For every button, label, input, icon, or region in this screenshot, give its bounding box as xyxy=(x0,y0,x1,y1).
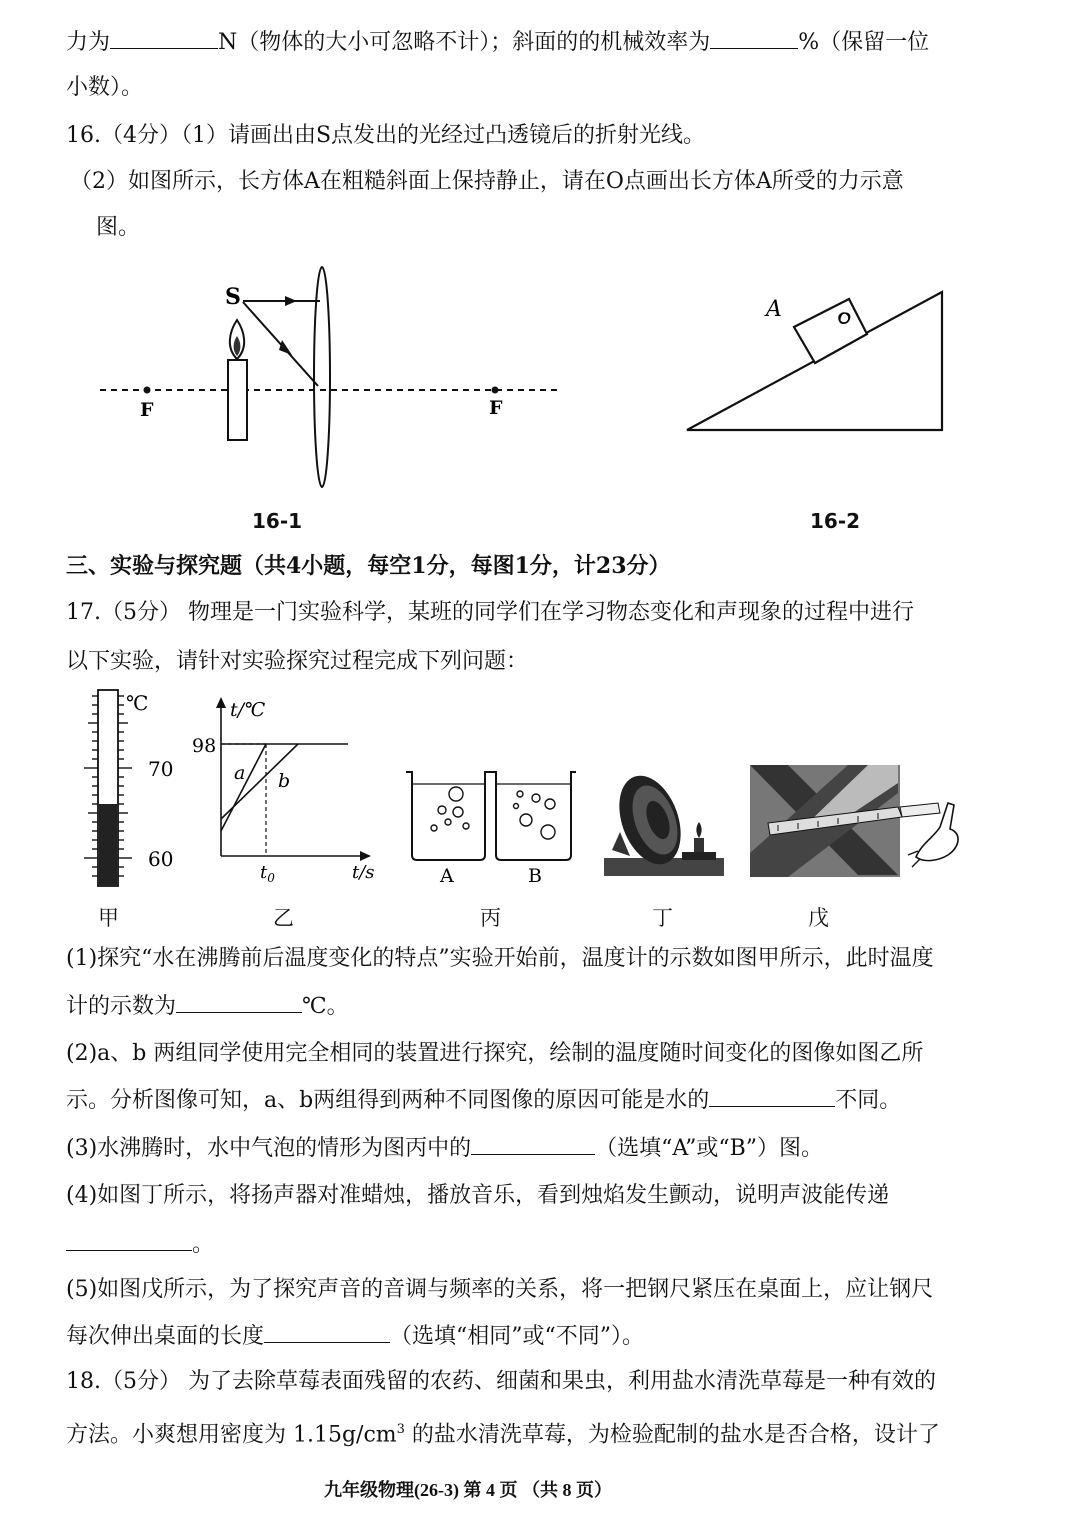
figure-yi-graph xyxy=(188,694,378,886)
text-percent: %（保留一位 xyxy=(798,30,930,55)
text-choose-ab: （选填“A”或“B”）图。 xyxy=(595,1136,823,1161)
section-3-heading: 三、实验与探究题（共4小题，每空1分，每图1分，计23分） xyxy=(66,553,671,579)
q17-part5: (5)如图戊所示，为了探究声音的音调与频率的关系，将一把钢尺紧压在桌面上，应让钢尺 xyxy=(66,1277,934,1302)
text-length: 每次伸出桌面的长度 xyxy=(66,1324,265,1349)
label-x-axis: t/s xyxy=(352,862,375,883)
text-density: 方法。小爽想用密度为 1.15g/cm xyxy=(66,1422,397,1448)
text-efficiency: N（物体的大小可忽略不计）；斜面的的机械效率为 xyxy=(218,30,711,55)
text-reading-is: 计的示数为 xyxy=(66,994,177,1019)
q17-part5-cont xyxy=(66,1320,644,1353)
figure-jia-thermometer xyxy=(60,686,190,896)
q16-part1: 16.（4分）（1）请画出由S点发出的光经过凸透镜后的折射光线。 xyxy=(66,123,706,148)
q17-part2-cont xyxy=(66,1084,901,1117)
q17-part1: (1)探究“水在沸腾前后温度变化的特点”实验开始前，温度计的示数如图甲所示，此时温度 xyxy=(66,946,934,971)
blank-efficiency[interactable] xyxy=(710,26,798,49)
label-celsius: ℃ xyxy=(126,691,149,715)
figure-16-1 xyxy=(95,262,565,494)
caption-16-2: 16-2 xyxy=(810,509,861,533)
caption-jia: 甲 xyxy=(98,906,119,930)
q18-intro-cont xyxy=(66,1414,940,1451)
caption-yi: 乙 xyxy=(273,906,294,930)
label-t0: $t_0$ xyxy=(260,862,275,885)
label-tick-70: 70 xyxy=(148,757,174,781)
caption-16-1: 16-1 xyxy=(252,509,303,533)
blank-water-property[interactable] xyxy=(709,1084,835,1107)
caption-ding: 丁 xyxy=(652,906,673,930)
label-beaker-a: A xyxy=(440,865,454,887)
label-point-o: O xyxy=(838,309,852,328)
text-same-or-different: （选填“相同”或“不同”）。 xyxy=(390,1324,645,1349)
label-block-a: A xyxy=(766,297,782,322)
blank-ruler-length[interactable] xyxy=(264,1320,390,1343)
text-bubbles: (3)水沸腾时，水中气泡的情形为图丙中的 xyxy=(66,1136,472,1161)
text-force-is: 力为 xyxy=(66,30,111,55)
q17-intro-cont: 以下实验，请针对实验探究过程完成下列问题： xyxy=(66,649,529,674)
blank-force[interactable] xyxy=(110,26,218,49)
q16-part2-cont: 图。 xyxy=(96,215,141,240)
text-decimal: 小数）。 xyxy=(66,75,144,100)
figure-wu-ruler xyxy=(748,763,968,881)
q17-part1-cont xyxy=(66,990,349,1023)
q17-part4-cont xyxy=(66,1228,214,1261)
q17-intro: 17.（5分） 物理是一门实验科学，某班的同学们在学习物态变化和声现象的过程中进行 xyxy=(66,600,914,625)
q17-part2: (2)a、b 两组同学使用完全相同的装置进行探究，绘制的温度随时间变化的图像如图乙所 xyxy=(66,1041,924,1066)
caption-bing: 丙 xyxy=(480,906,501,930)
label-s: S xyxy=(225,284,241,310)
caption-wu: 戊 xyxy=(808,906,829,930)
q16-part2: （2）如图所示，长方体A在粗糙斜面上保持静止，请在O点画出长方体A所受的力示意 xyxy=(70,169,904,194)
label-curve-a: a xyxy=(234,762,246,784)
q15-tail-line xyxy=(66,26,929,59)
thermometer-liquid-column xyxy=(99,804,117,885)
q17-part3 xyxy=(66,1132,823,1165)
q17-part4: (4)如图丁所示，将扬声器对准蜡烛，播放音乐，看到烛焰发生颤动，说明声波能传递 xyxy=(66,1183,890,1208)
label-y-axis: t/℃ xyxy=(230,699,266,721)
label-focus-right: F xyxy=(489,397,503,419)
blank-bubble-figure[interactable] xyxy=(471,1132,595,1155)
blank-temperature[interactable] xyxy=(176,990,302,1013)
label-boil-98: 98 xyxy=(192,735,217,757)
page-footer: 九年级物理(26-3) 第 4 页 （共 8 页） xyxy=(324,1480,612,1500)
text-reason: 示。分析图像可知，a、b两组得到两种不同图像的原因可能是水的 xyxy=(66,1088,710,1113)
text-design: 的盐水清洗草莓，为检验配制的盐水是否合格，设计了 xyxy=(404,1422,940,1448)
figure-ding-speaker xyxy=(600,762,728,882)
figure-16-2 xyxy=(680,282,955,438)
label-curve-b: b xyxy=(278,770,291,792)
blank-sound-transmits[interactable] xyxy=(66,1228,192,1251)
label-focus-left: F xyxy=(140,399,154,421)
label-tick-60: 60 xyxy=(148,847,174,871)
text-different: 不同。 xyxy=(835,1088,902,1113)
text-cubic: 3 xyxy=(396,1422,405,1437)
label-beaker-b: B xyxy=(528,865,542,887)
figure-bing-beakers xyxy=(400,760,582,888)
text-period: 。 xyxy=(192,1232,215,1257)
text-celsius-unit: ℃。 xyxy=(302,994,349,1019)
q18-intro: 18.（5分） 为了去除草莓表面残留的农药、细菌和果虫，利用盐水清洗草莓是一种有效的 xyxy=(66,1369,936,1394)
